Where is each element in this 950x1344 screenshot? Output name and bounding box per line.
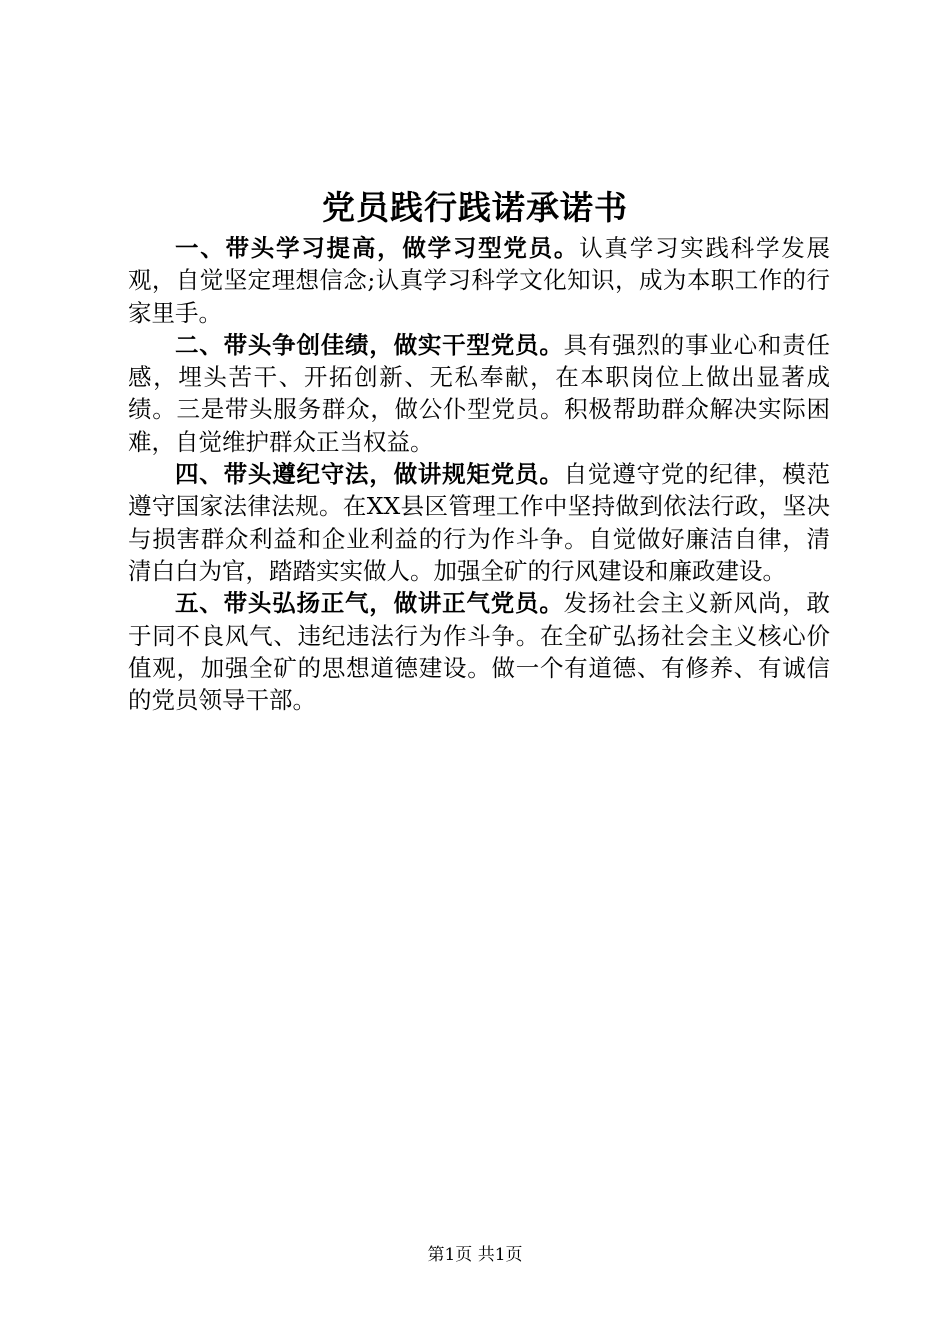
paragraph-2-text: 具有强烈的事业心和责任感，埋头苦干、开拓创新、无私奉献，在本职岗位上做出显著成绩。三是带头服务群众，做公仆型党员。积极帮助群众解决实际困难，自觉维护群众正当权益。 — [128, 330, 831, 456]
document-body — [128, 232, 830, 716]
page-footer: 第1页 共1页 — [427, 1245, 523, 1265]
document-title: 党员践行践诺承诺书 — [322, 188, 628, 227]
paragraph-1-text: 认真学习实践科学发展观，自觉坚定理想信念;认真学习科学文化知识，成为本职工作的行家里手。 — [128, 234, 831, 327]
paragraph-2-heading: 二、带头争创佳绩，做实干型党员。 — [175, 330, 564, 359]
paragraph-2 — [128, 329, 830, 458]
paragraph-4-heading: 五、带头弘扬正气，做讲正气党员。 — [175, 589, 564, 618]
paragraph-4 — [128, 587, 830, 716]
paragraph-3-text: 自觉遵守党的纪律，模范遵守国家法律法规。在XX县区管理工作中坚持做到依法行政，坚决与损害群众利益和企业利益的行为作斗争。自觉做好廉洁自律，清清白白为官，踏踏实实做人。加强全矿的行风建设和廉政建设。 — [128, 460, 831, 585]
paragraph-1 — [128, 232, 830, 329]
paragraph-4-text: 发扬社会主义新风尚，敢于同不良风气、违纪违法行为作斗争。在全矿弘扬社会主义核心价值观，加强全矿的思想道德建设。做一个有道德、有修养、有诚信的党员领导干部。 — [128, 589, 831, 715]
paragraph-3-heading: 四、带头遵纪守法，做讲规矩党员。 — [175, 460, 564, 489]
paragraph-3 — [128, 458, 830, 587]
paragraph-1-heading: 一、带头学习提高，做学习型党员。 — [175, 234, 580, 262]
